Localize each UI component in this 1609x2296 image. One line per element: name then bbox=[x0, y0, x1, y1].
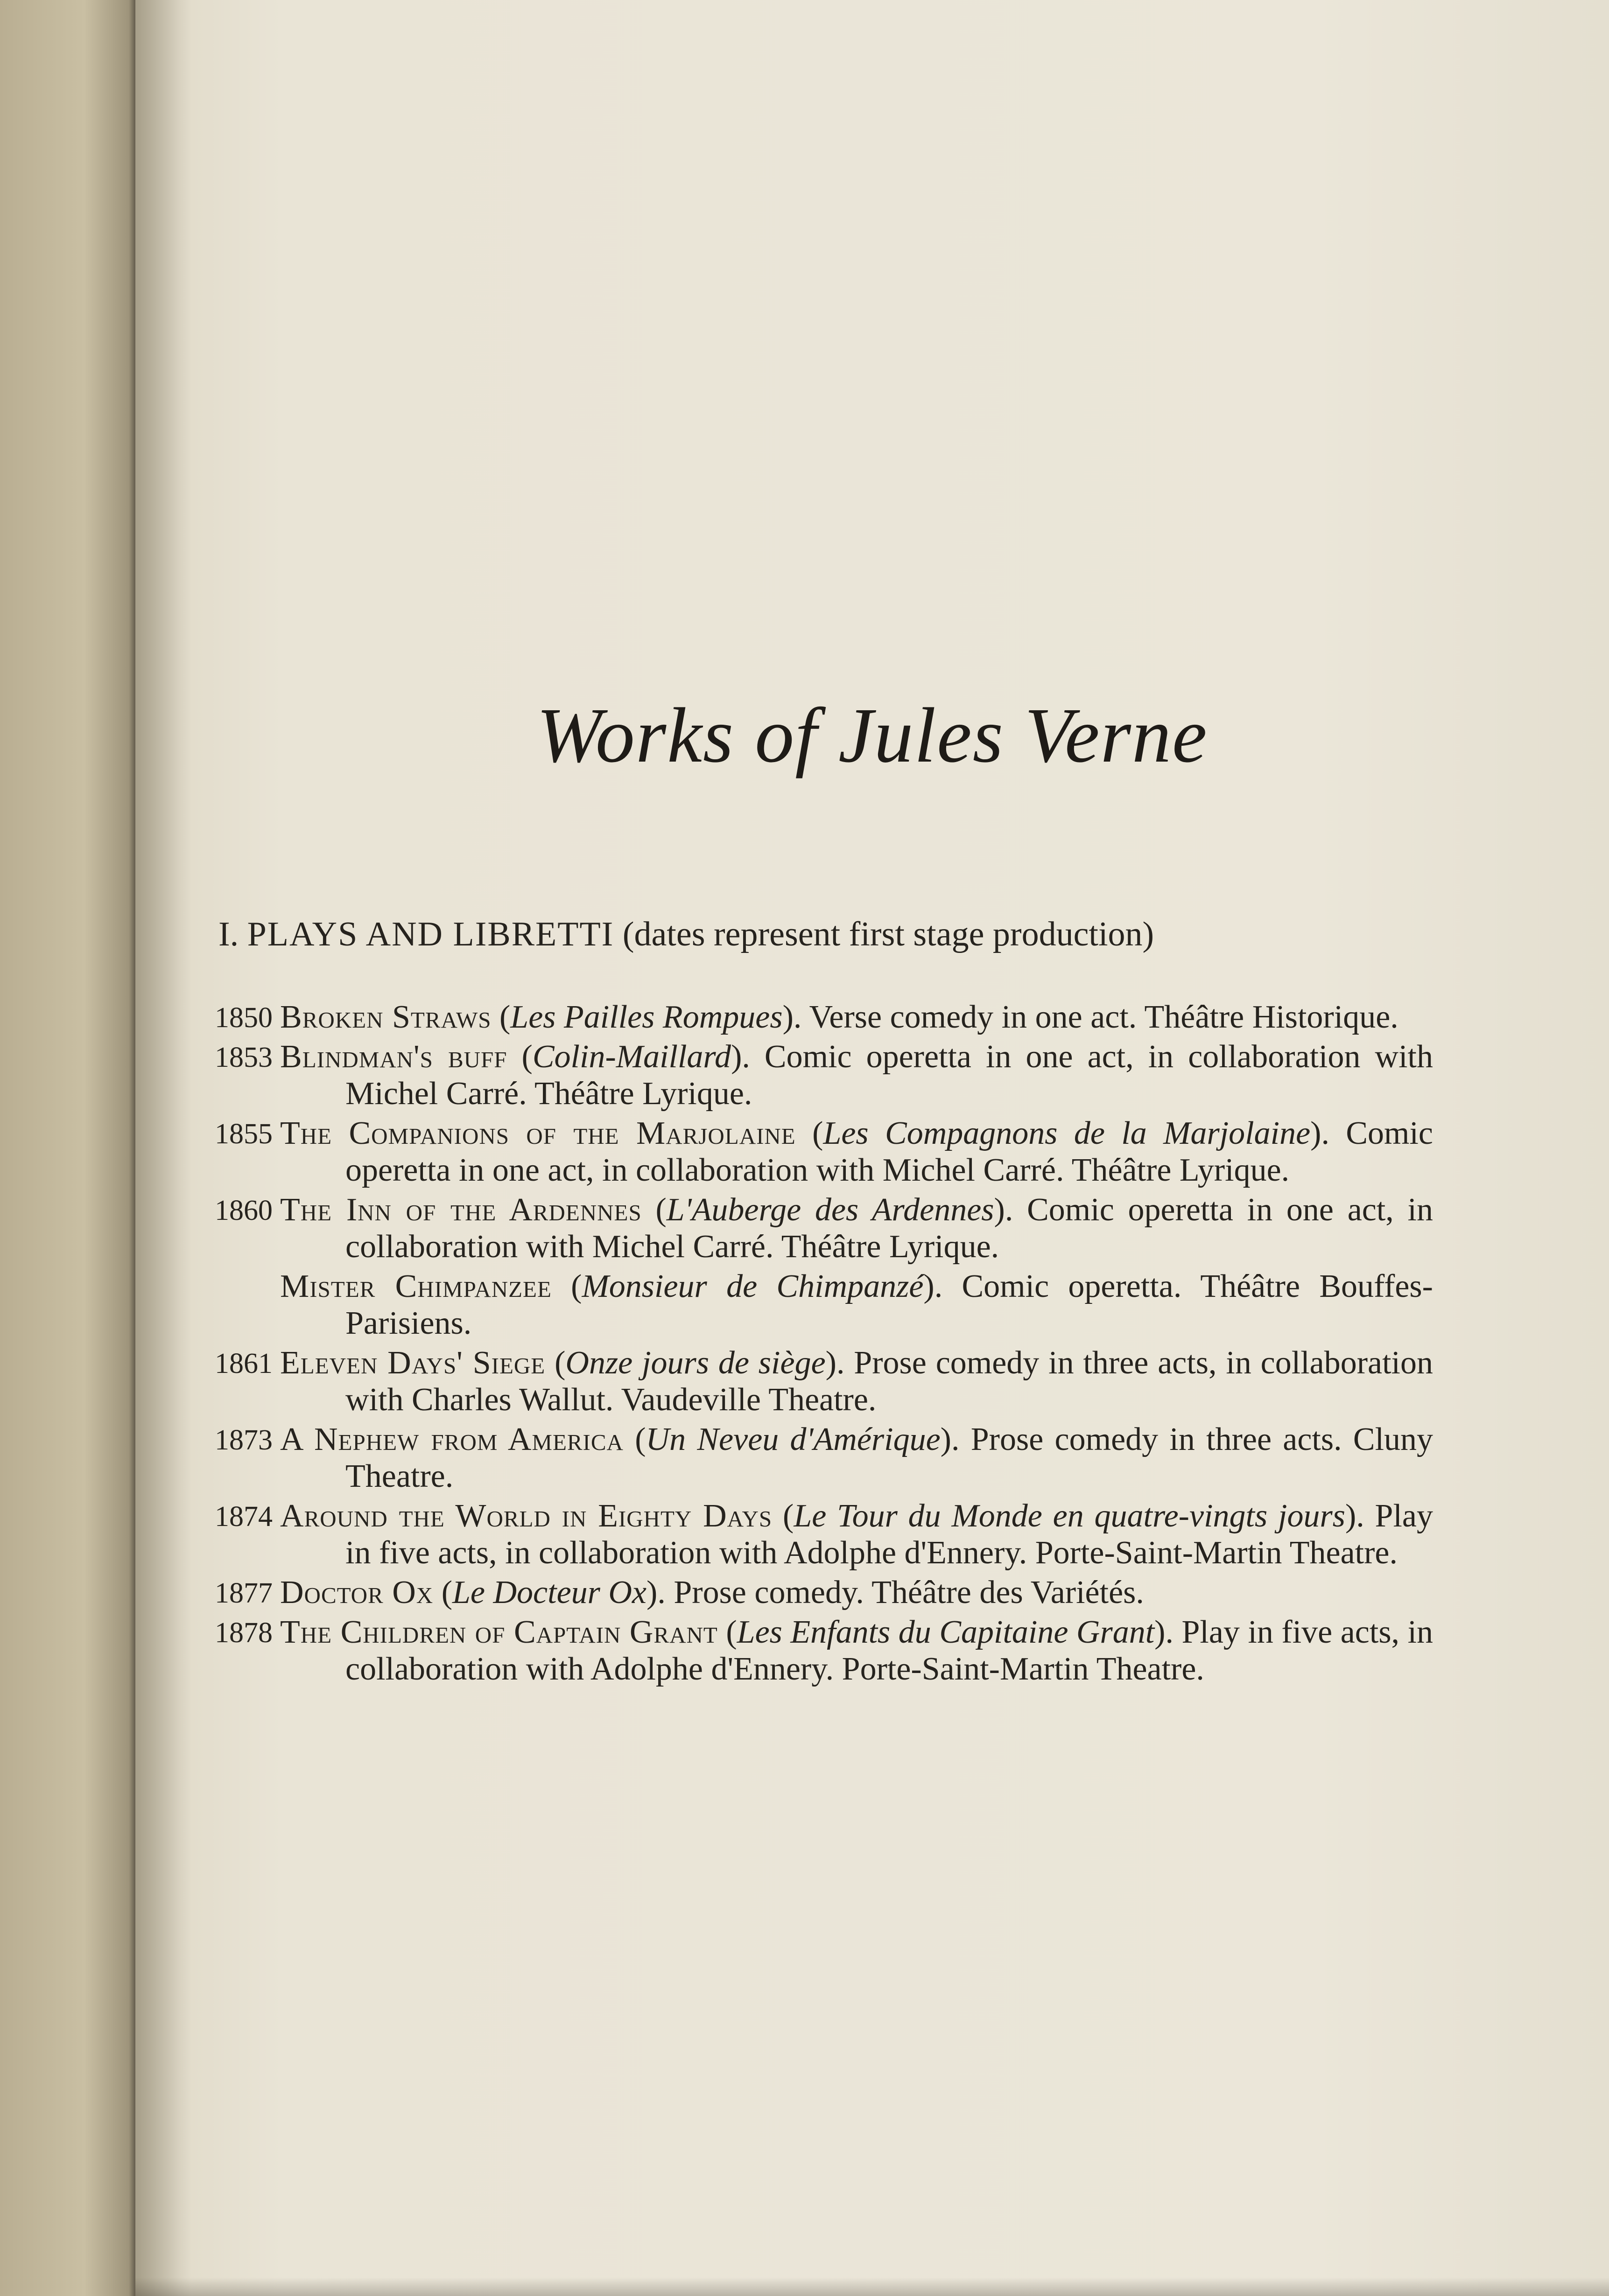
entry-desc: ). Comic operetta in one act, in collaboration with Michel Carré. Théâtre Lyrique. bbox=[345, 1039, 1433, 1112]
section-note: (dates represent first stage production) bbox=[622, 915, 1154, 953]
entry-title-fr: Monsieur de Chimpanzé bbox=[582, 1268, 924, 1304]
list-item bbox=[215, 999, 1433, 1036]
entry-title-fr: Le Tour du Monde en quatre-vingts jours bbox=[794, 1498, 1345, 1534]
entry-desc: ). Play in five acts, in collaboration with Adolphe d'Ennery. Porte-Saint-Martin Theatre. bbox=[345, 1498, 1433, 1571]
entry-title-en: A Nephew from America bbox=[280, 1421, 624, 1457]
entry-title-fr: Les Enfants du Capitaine Grant bbox=[737, 1614, 1155, 1650]
entry-title-en: Broken Straws bbox=[280, 999, 492, 1035]
entry-desc: ). Prose comedy. Théâtre des Variétés. bbox=[646, 1575, 1144, 1610]
list-item bbox=[215, 1421, 1433, 1495]
entry-desc: ). Comic operetta. Théâtre Bouffes-Parisiens. bbox=[345, 1268, 1433, 1341]
entry-title-fr: Les Pailles Rompues bbox=[510, 999, 783, 1035]
entry-title-en: The Inn of the Ardennes bbox=[280, 1192, 642, 1228]
list-item bbox=[215, 1614, 1433, 1687]
entry-year: 1873 bbox=[215, 1424, 273, 1456]
entry-desc: ). Comic operetta in one act, in collaboration with Michel Carré. Théâtre Lyrique. bbox=[345, 1192, 1433, 1265]
entry-year: 1860 bbox=[215, 1195, 273, 1226]
entry-title-en: Eleven Days' Siege bbox=[280, 1345, 546, 1381]
entry-text bbox=[280, 1498, 1433, 1571]
entry-paren: ( bbox=[507, 1039, 533, 1075]
entry-title-fr: Un Neveu d'Amérique bbox=[646, 1421, 941, 1457]
entry-year: 1850 bbox=[215, 1002, 273, 1034]
entry-title-fr: Le Docteur Ox bbox=[452, 1575, 647, 1610]
entry-desc: ). Verse comedy in one act. Théâtre Historique. bbox=[782, 999, 1398, 1035]
section-heading bbox=[218, 915, 1154, 954]
entry-paren: ( bbox=[545, 1345, 566, 1381]
entry-title-en: The Companions of the Marjolaine bbox=[280, 1115, 796, 1151]
list-item bbox=[215, 1574, 1433, 1611]
list-item bbox=[215, 1268, 1433, 1342]
list-item bbox=[215, 1191, 1433, 1265]
book-page bbox=[135, 0, 1609, 2296]
entry-year: 1853 bbox=[215, 1042, 273, 1073]
section-numeral: I. bbox=[218, 915, 239, 953]
entry-text bbox=[280, 1115, 1433, 1189]
entry-year: 1855 bbox=[215, 1118, 273, 1150]
entry-title-en: Around the World in Eighty Days bbox=[280, 1498, 773, 1534]
page-title: Works of Jules Verne bbox=[536, 692, 1208, 779]
list-item bbox=[215, 1115, 1433, 1189]
entry-year: 1874 bbox=[215, 1501, 273, 1533]
entry-title-fr: Colin-Maillard bbox=[532, 1039, 731, 1075]
entry-desc: ). Play in five acts, in collaboration with Adolphe d'Ennery. Porte-Saint-Martin Theatre. bbox=[345, 1614, 1433, 1687]
entry-title-en: The Children of Captain Grant bbox=[280, 1614, 718, 1650]
entry-text bbox=[280, 1344, 1433, 1418]
page-bottom-edge bbox=[135, 2277, 1609, 2296]
entry-paren: ( bbox=[623, 1421, 646, 1457]
entry-paren: ( bbox=[433, 1575, 452, 1610]
list-item bbox=[215, 1344, 1433, 1418]
entry-paren: ( bbox=[717, 1614, 737, 1650]
section-title: PLAYS AND LIBRETTI bbox=[247, 915, 614, 953]
entry-text bbox=[280, 999, 1433, 1036]
entry-title-en: Blindman's buff bbox=[280, 1039, 507, 1075]
entry-title-fr: Onze jours de siège bbox=[565, 1345, 826, 1381]
entry-year: 1861 bbox=[215, 1348, 273, 1379]
list-item bbox=[215, 1498, 1433, 1571]
list-item bbox=[215, 1038, 1433, 1112]
entry-desc: ). Prose comedy in three acts. Cluny Theatre. bbox=[345, 1421, 1433, 1494]
entry-paren: ( bbox=[795, 1115, 823, 1151]
entry-paren: ( bbox=[641, 1192, 667, 1228]
entry-paren: ( bbox=[551, 1268, 582, 1304]
entry-title-fr: Les Compagnons de la Marjolaine bbox=[823, 1115, 1311, 1151]
entry-title-en: Doctor Ox bbox=[280, 1575, 434, 1610]
entry-text bbox=[280, 1038, 1433, 1112]
entry-text bbox=[280, 1614, 1433, 1687]
entry-text bbox=[280, 1574, 1433, 1611]
entry-year: 1878 bbox=[215, 1617, 273, 1649]
book-spine-edge bbox=[0, 0, 140, 2296]
entry-text bbox=[280, 1191, 1433, 1265]
entry-paren: ( bbox=[772, 1498, 794, 1534]
entry-title-fr: L'Auberge des Ardennes bbox=[666, 1192, 994, 1228]
entry-desc: ). Comic operetta in one act, in collaboration with Michel Carré. Théâtre Lyrique. bbox=[345, 1115, 1433, 1188]
entries-list bbox=[215, 999, 1433, 1690]
entry-title-en: Mister Chimpanzee bbox=[280, 1268, 552, 1304]
entry-text bbox=[280, 1268, 1433, 1342]
entry-text bbox=[280, 1421, 1433, 1495]
entry-year: 1877 bbox=[215, 1577, 273, 1609]
entry-paren: ( bbox=[491, 999, 511, 1035]
entry-desc: ). Prose comedy in three acts, in collaboration with Charles Wallut. Vaudeville Theatre. bbox=[345, 1345, 1433, 1418]
